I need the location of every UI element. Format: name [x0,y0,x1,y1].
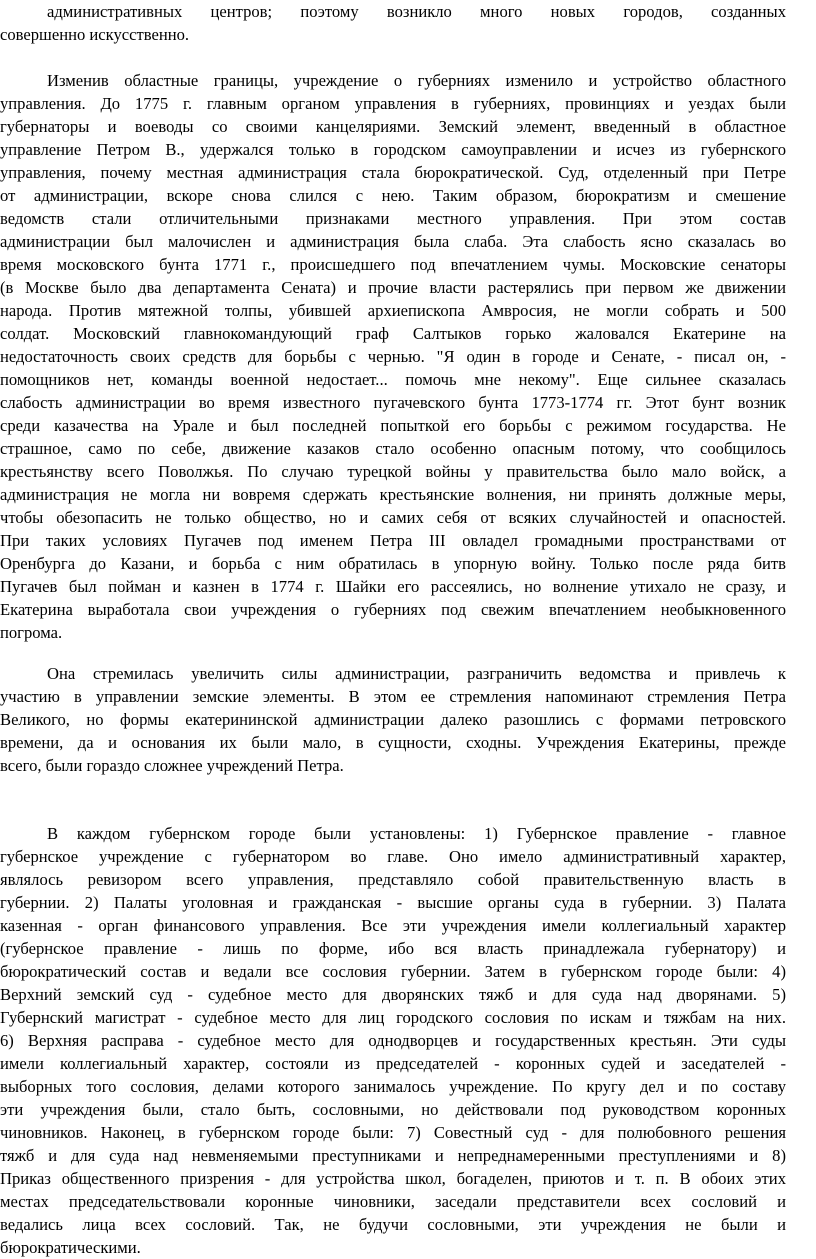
text-line: Верхний земский суд - судебное место для дворянских тяжб и для суда над дворянами. 5) [0,985,786,1004]
text-line: управления. До 1775 г. главным органом управления в губерниях, провинциях и уездах были [0,94,786,113]
text-line: чтобы обезопасить не только общество, но и самих себя от всяких случайностей и опасностей. [0,508,786,527]
text-line: выборных того сословия, делами которого занималось учреждение. По кругу дел и по составу [0,1077,786,1096]
paragraph-2 [0,69,816,644]
paragraph-3 [0,662,816,777]
text-line: бюрократический состав и ведали все сословия губернии. Затем в губернском городе были: 4) [0,962,786,981]
text-line: недостаточность своих средств для борьбы с чернью. "Я один в городе и Сенате, - писал он, - [0,347,786,366]
text-line: среди казачества на Урале и был последней попыткой его борьбы с режимом государства. Не [0,416,786,435]
text-line: В каждом губернском городе были установлены: 1) Губернское правление - главное [47,824,786,843]
text-line: Изменив областные границы, учреждение о губерниях изменило и устройство областного [47,71,786,90]
text-line: управления, почему местная администрация стала бюрократической. Суд, отделенный при Петре [0,163,786,182]
text-line: При таких условиях Пугачев под именем Петра III овладел громадными пространствами от [0,531,786,550]
text-line: администрации был малочислен и администрация была слаба. Эта слабость ясно сказалась во [0,232,786,251]
text-line: губернаторы и воеводы со своими канцеляриями. Земский элемент, введенный в областное [0,117,786,136]
text-line: эти учреждения были, стало быть, сословными, но действовали под руководством коронных [0,1100,786,1119]
text-line: страшное, само по себе, движение казаков стало особенно опасным потому, что сообщилось [0,439,786,458]
text-line: ведомств стали отличительными признаками местного управления. При этом состав [0,209,786,228]
text-line: губернское учреждение с губернатором во главе. Оно имело административный характер, [0,847,786,866]
text-line: имели коллегиальный характер, состояли из председателей - коронных судей и заседателей - [0,1054,786,1073]
paragraph-1 [0,0,816,46]
text-line: погрома. [0,623,63,642]
text-line: Она стремилась увеличить силы администрации, разграничить ведомства и привлечь к [47,664,786,683]
text-line: бюрократическими. [0,1238,141,1257]
text-line: крестьянству всего Поволжья. По случаю турецкой войны у правительства было мало войск, а [0,462,786,481]
text-line: народа. Против мятежной толпы, убившей архиепископа Амвросия, не могли собрать и 500 [0,301,786,320]
text-line: (в Москве было два департамента Сената) и прочие власти растерялись при первом же движении [0,278,786,297]
text-line: Великого, но формы екатерининской администрации далеко разошлись с формами петровского [0,710,786,729]
text-line: ведались лица всех сословий. Так, не будучи сословными, эти учреждения не были и [0,1215,786,1234]
text-line: управление Петром В., удержался только в городском самоуправлении и исчез из губернского [0,140,786,159]
text-line: всего, были гораздо сложнее учреждений Петра. [0,756,344,775]
text-line: совершенно искусственно. [0,25,190,44]
text-line: слабость администрации во время известного пугачевского бунта 1773-1774 гг. Этот бунт возник [0,393,786,412]
text-line: местах председательствовали коронные чиновники, заседали представители всех сословий и [0,1192,786,1211]
text-line: участию в управлении земские элементы. В этом ее стремления напоминают стремления Петра [0,687,786,706]
text-line: (губернское правление - лишь по форме, ибо вся власть принадлежала губернатору) и [0,939,786,958]
text-line: помощников нет, команды военной недостает... помочь мне некому". Еще сильнее сказалась [0,370,786,389]
text-line: 6) Верхняя расправа - судебное место для однодворцев и государственных крестьян. Эти суды [0,1031,786,1050]
text-line: Оренбурга до Казани, и борьба с ним обратилась в упорную войну. Только после ряда битв [0,554,786,573]
text-line: Пугачев был пойман и казнен в 1774 г. Шайки его рассеялись, но волнение утихало не сразу, и [0,577,786,596]
paragraph-4 [0,822,816,1259]
text-line: солдат. Московский главнокомандующий граф Салтыков горько жаловался Екатерине на [0,324,786,343]
text-line: от администрации, вскоре снова слился с нею. Таким образом, бюрократизм и смешение [0,186,786,205]
text-line: являлось ревизором всего управления, представляло собой правительственную власть в [0,870,786,889]
text-line: казенная - орган финансового управления. Все эти учреждения имели коллегиальный характер [0,916,786,935]
text-line: администрация не могла ни вовремя сдержать крестьянские волнения, ни принять должные меры, [0,485,786,504]
text-line: административных центров; поэтому возникло много новых городов, созданных [47,2,786,21]
text-line: Приказ общественного призрения - для устройства школ, богаделен, приютов и т. п. В обоих этих [0,1169,786,1188]
text-line: Губернский магистрат - судебное место для лиц городского сословия по искам и тяжбам на них. [0,1008,786,1027]
text-line: времени, да и основания их были мало, в сущности, сходны. Учреждения Екатерины, прежде [0,733,786,752]
text-line: Екатерина выработала свои учреждения о губерниях под свежим впечатлением необыкновенного [0,600,786,619]
text-line: губернии. 2) Палаты уголовная и гражданская - высшие органы суда в губернии. 3) Палата [0,893,786,912]
text-line: время московского бунта 1771 г., происшедшего под впечатлением чумы. Московские сенаторы [0,255,786,274]
text-line: тяжб и для суда над невменяемыми преступниками и непреднамеренными преступлениями и 8) [0,1146,786,1165]
text-line: чиновников. Наконец, в губернском городе были: 7) Совестный суд - для полюбовного решения [0,1123,786,1142]
